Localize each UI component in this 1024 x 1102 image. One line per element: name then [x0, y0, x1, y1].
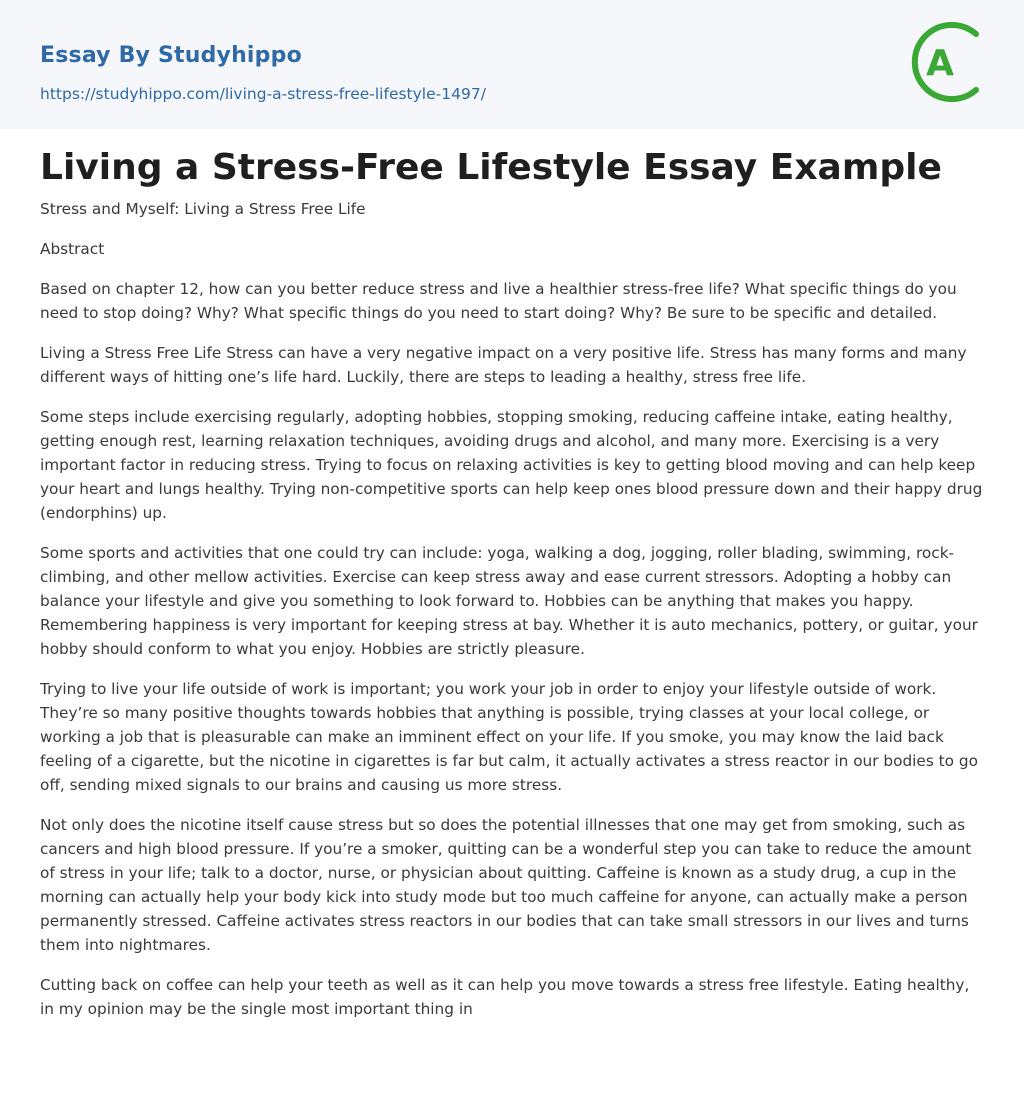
essay-subtitle: Stress and Myself: Living a Stress Free Life: [40, 200, 366, 218]
essay-paragraph: Living a Stress Free Life Stress can have a very negative impact on a very positive life. Stress has many forms and many different ways of hitting one’s life hard. Luckily, there are steps to leading a healthy, stress free life.: [40, 344, 967, 386]
essay-paragraph: Some sports and activities that one could try can include: yoga, walking a dog, jogging, roller blading, swimming, rock-climbing, and other mellow activities. Exercise can keep stress away and ease current stressors. Adopting a hobby can balance your lifestyle and give you something to look forward to. Hobbies can be anything that makes you happy. Remembering happiness is very important for keeping stress at bay. Whether it is auto mechanics, pottery, or guitar, your hobby should conform to what you enjoy. Hobbies are strictly pleasure.: [40, 544, 978, 658]
source-url-link[interactable]: https://studyhippo.com/living-a-stress-free-lifestyle-1497/: [40, 85, 486, 103]
abstract-label: Abstract: [40, 240, 105, 258]
essay-body: [40, 197, 984, 1037]
essay-paragraph: Based on chapter 12, how can you better reduce stress and live a healthier stress-free life? What specific things do you need to stop doing? Why? What specific things do you need to start doing? Why? Be sure to be specific and detailed.: [40, 280, 957, 322]
essay-paragraph: Some steps include exercising regularly, adopting hobbies, stopping smoking, reducing caffeine intake, eating healthy, getting enough rest, learning relaxation techniques, avoiding drugs and alcohol, and many more. Exercising is a very important factor in reducing stress. Trying to focus on relaxing activities is key to getting blood moving and can help keep your heart and lungs healthy. Trying non-competitive sports can help keep ones blood pressure down and their happy drug (endorphins) up.: [40, 408, 983, 522]
site-brand[interactable]: Essay By Studyhippo: [40, 43, 302, 68]
essay-paragraph: Trying to live your life outside of work is important; you work your job in order to enjoy your lifestyle outside of work. They’re so many positive thoughts towards hobbies that anything is possible, trying classes at your local college, or working a job that is pleasurable can make an imminent effect on your life. If you smoke, you may know the laid back feeling of a cigarette, but the nicotine in cigarettes is far but calm, it actually activates a stress reactor in our bodies to go off, sending mixed signals to our brains and causing us more stress.: [40, 680, 978, 794]
page-title: Living a Stress-Free Lifestyle Essay Example: [40, 147, 942, 188]
essay-paragraph: Not only does the nicotine itself cause stress but so does the potential illnesses that one may get from smoking, such as cancers and high blood pressure. If you’re a smoker, quitting can be a wonderful step you can take to reduce the amount of stress in your life; talk to a doctor, nurse, or physician about quitting. Caffeine is known as a study drug, a cup in the morning can actually help your body kick into study mode but too much caffeine for anyone, can actually make a person permanently stressed. Caffeine activates stress reactors in our bodies that can take small stressors in our lives and turns them into nightmares.: [40, 816, 972, 954]
essay-paragraph: Cutting back on coffee can help your teeth as well as it can help you move towards a stress free lifestyle. Eating healthy, in my opinion may be the single most important thing in: [40, 976, 970, 1018]
logo-letter: A: [926, 43, 954, 84]
